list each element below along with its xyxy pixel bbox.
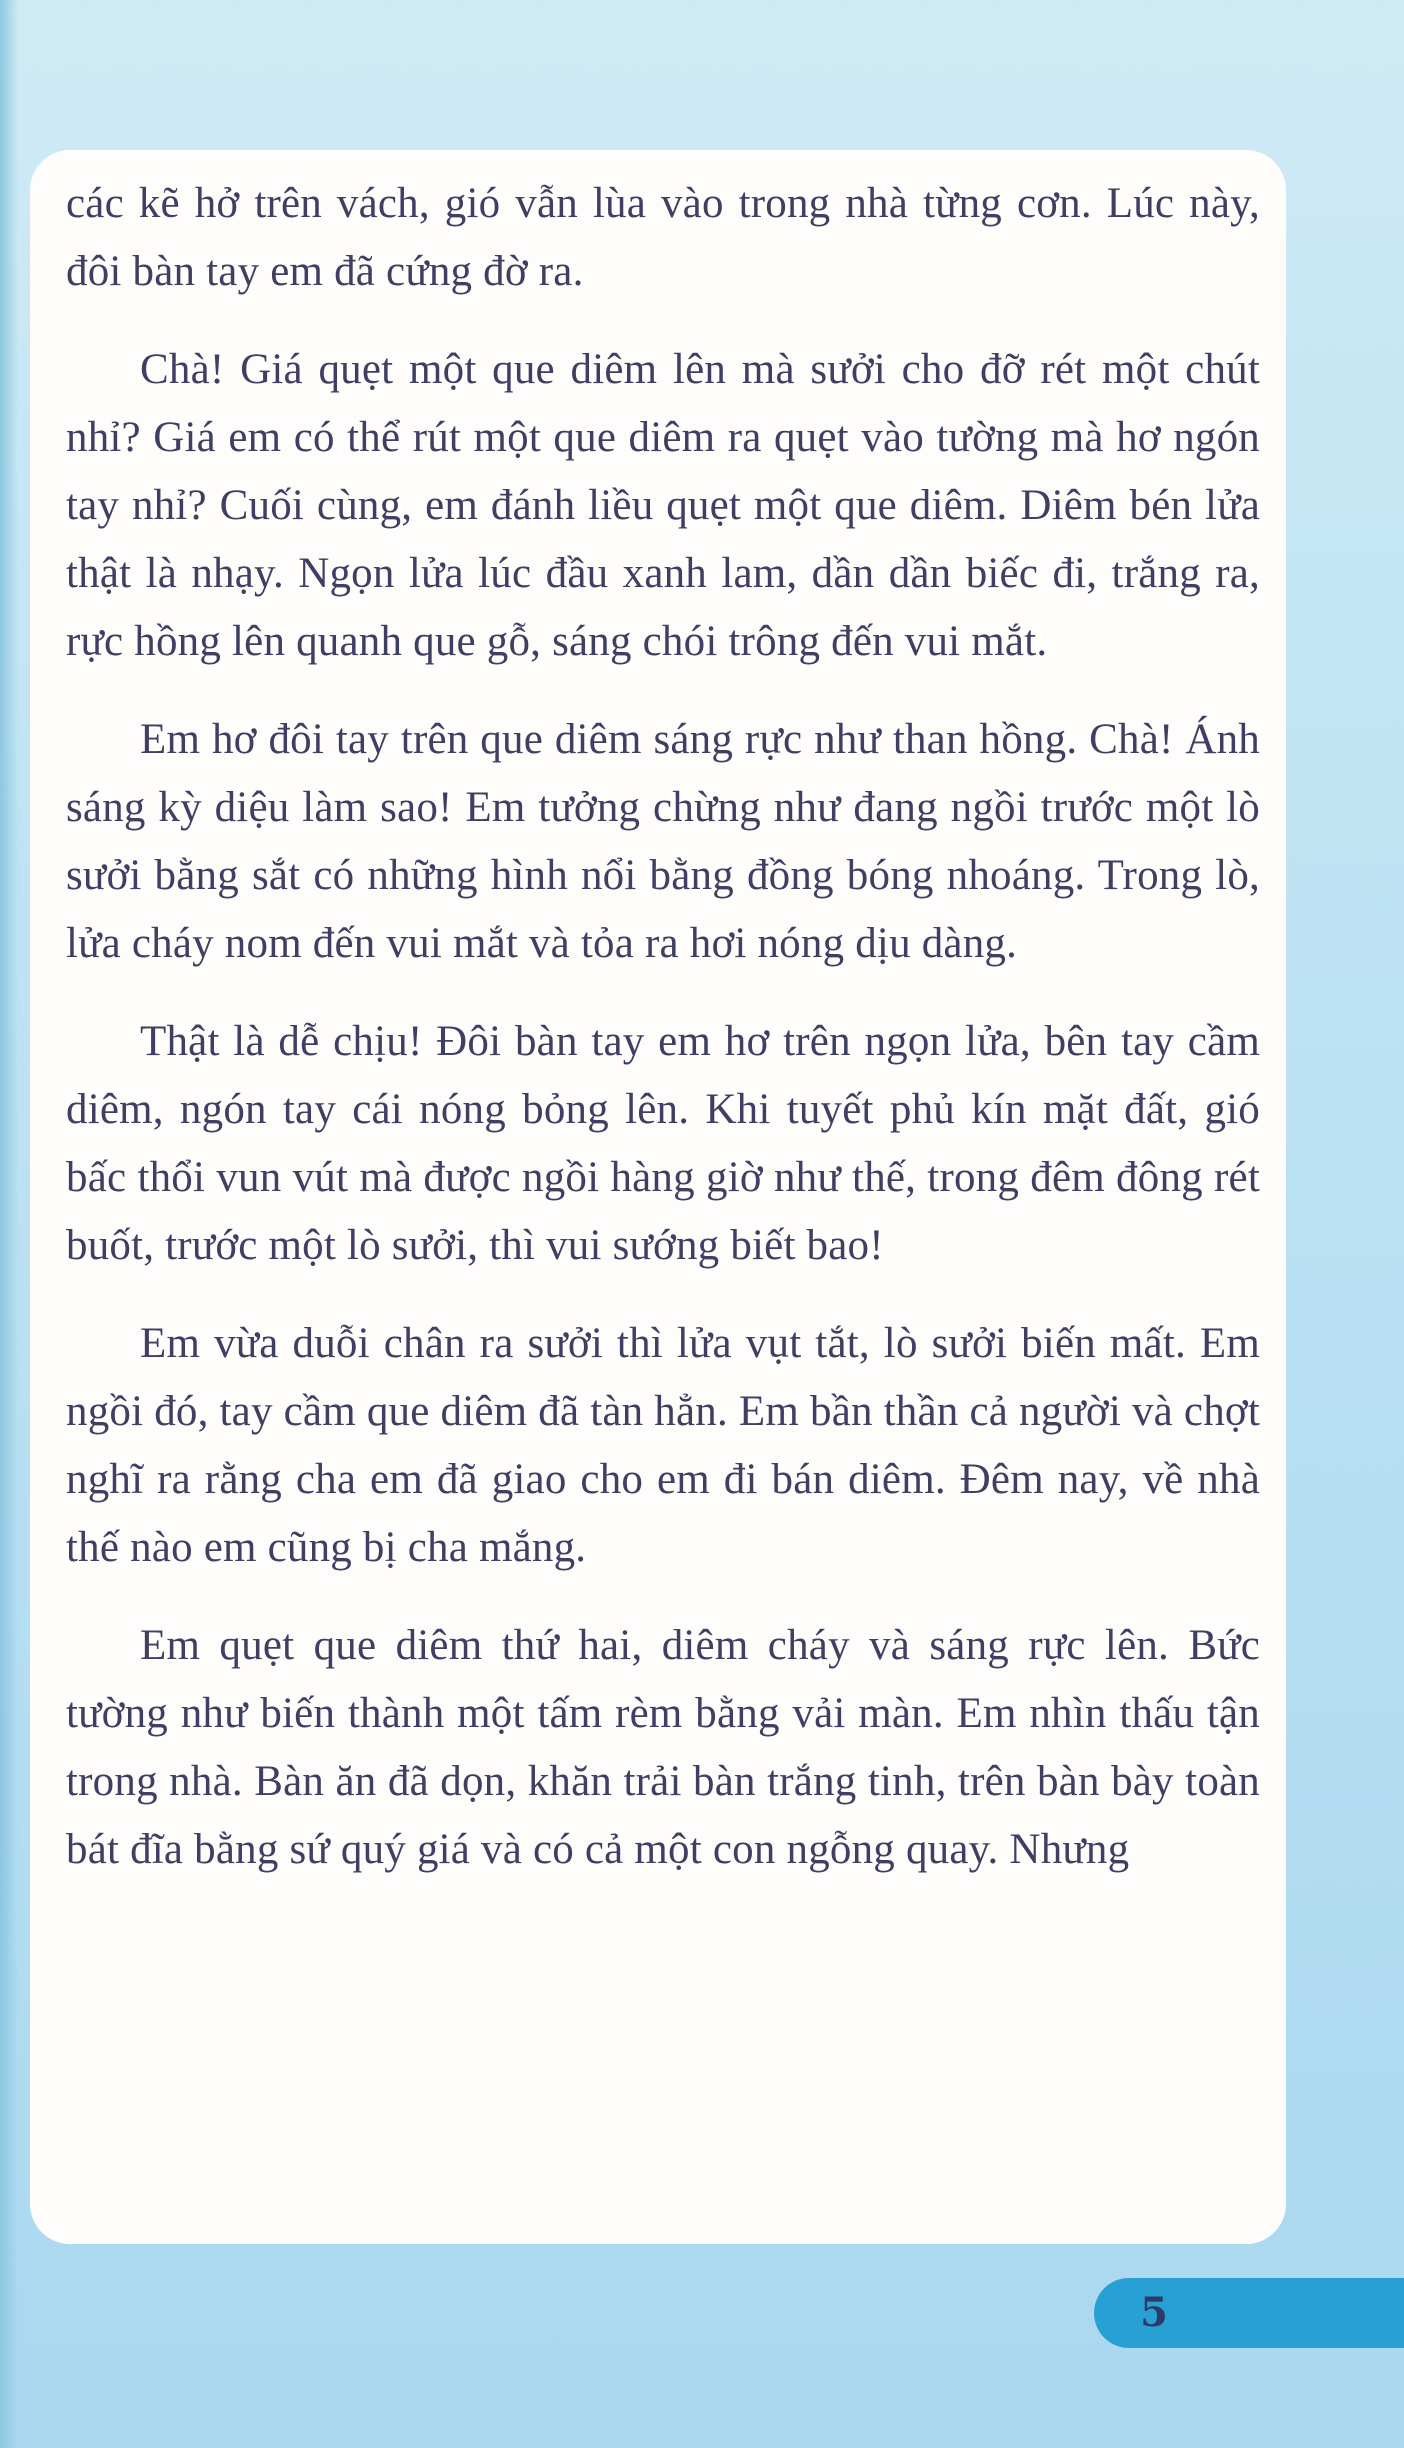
paragraph-5: Em vừa duỗi chân ra sưởi thì lửa vụt tắt, lò sưởi biến mất. Em ngồi đó, tay cầm que diêm đã tàn hẳn. Em bần thần cả người và chợt nghĩ ra rằng cha em đã giao cho em đi bán diêm. Đêm nay, về nhà thế nào em cũng bị cha mắng. — [66, 1320, 1260, 1571]
paragraph-1: các kẽ hở trên vách, gió vẫn lùa vào trong nhà từng cơn. Lúc này, đôi bàn tay em đã cứng đờ ra. — [66, 180, 1260, 295]
paragraph-2: Chà! Giá quẹt một que diêm lên mà sưởi cho đỡ rét một chút nhỉ? Giá em có thể rút một que diêm ra quẹt vào tường mà hơ ngón tay nhỉ? Cuối cùng, em đánh liều quẹt một que diêm. Diêm bén lửa thật là nhạy. Ngọn lửa lúc đầu xanh lam, dần dần biếc đi, trắng ra, rực hồng lên quanh que gỗ, sáng chói trông đến vui mắt. — [66, 346, 1260, 665]
paragraph-6: Em quẹt que diêm thứ hai, diêm cháy và sáng rực lên. Bức tường như biến thành một tấm rèm bằng vải màn. Em nhìn thấu tận trong nhà. Bàn ăn đã dọn, khăn trải bàn trắng tinh, trên bàn bày toàn bát đĩa bằng sứ quý giá và có cả một con ngỗng quay. Nhưng — [66, 1622, 1260, 1873]
spine-shadow — [0, 0, 18, 2448]
paragraph-3: Em hơ đôi tay trên que diêm sáng rực như than hồng. Chà! Ánh sáng kỳ diệu làm sao! Em tưởng chừng như đang ngồi trước một lò sưởi bằng sắt có những hình nổi bằng đồng bóng nhoáng. Trong lò, lửa cháy nom đến vui mắt và tỏa ra hơi nóng dịu dàng. — [66, 716, 1260, 967]
text-panel — [30, 150, 1286, 2244]
page-number: 5 — [1140, 2289, 1168, 2336]
paragraph-4: Thật là dễ chịu! Đôi bàn tay em hơ trên ngọn lửa, bên tay cầm diêm, ngón tay cái nóng bỏng lên. Khi tuyết phủ kín mặt đất, gió bấc thổi vun vút mà được ngồi hàng giờ như thế, trong đêm đông rét buốt, trước một lò sưởi, thì vui sướng biết bao! — [66, 1018, 1260, 1269]
